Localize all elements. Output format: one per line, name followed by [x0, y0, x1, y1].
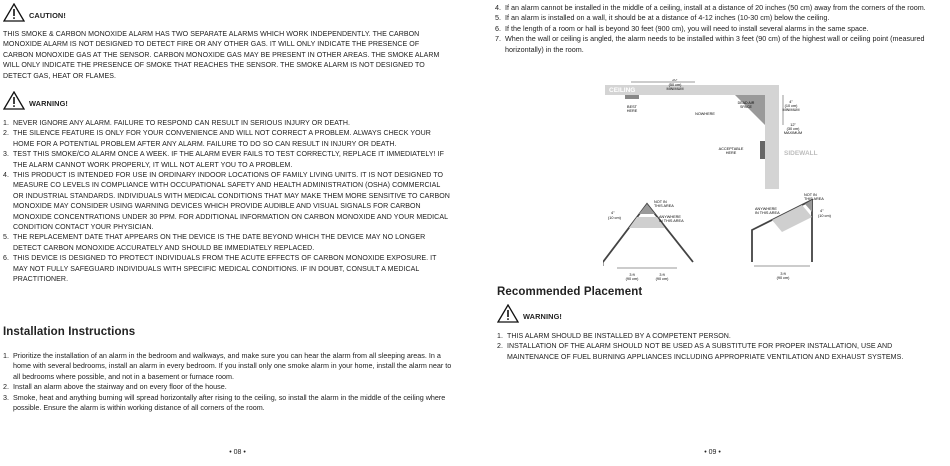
list-item-text: THIS ALARM SHOULD BE INSTALLED BY A COMPETENT PERSON.	[507, 333, 731, 340]
caution-text: THIS SMOKE & CARBON MONOXIDE ALARM HAS TWO SEPARATE ALARMS WHICH WORK INDEPENDENTLY. THE CARBON MONOXIDE ALARM IS NOT DESIGNED TO DETECT FIRE OR ANY OTHER GAS. IT WILL ONLY INDICATE THE PRESENCE OF CARBON MONOXIDE GAS AT THE SENSOR. CARBON MONOXIDE GAS MAY BE PRESENT IN OTHER AREAS. THE SMOKE ALARM WILL ONLY INDICATE THE PRESENCE OF SMOKE THAT REACHES THE SENSOR. THE SMOKE ALARM IS NOT DESIGNED TO DETECT GAS, HEAT OR FLAMES.	[3, 31, 440, 80]
list-item-number: 2.	[3, 130, 9, 138]
list-item-number: 5.	[3, 234, 9, 242]
list-item	[495, 34, 945, 55]
list-item	[3, 233, 451, 254]
installation-title: Installation Instructions	[3, 326, 136, 338]
dim-left-cm: (10 cm)	[608, 216, 621, 220]
acceptable-label: ACCEPTABLE	[718, 147, 744, 151]
list-item	[3, 171, 451, 233]
dim-left-value: 4"	[611, 211, 615, 215]
three-ft-b: 3 ft	[659, 273, 665, 277]
list-item	[3, 150, 451, 171]
list-item	[497, 342, 945, 363]
list-item	[495, 24, 945, 34]
nowhere-label: NOWHERE	[695, 112, 715, 116]
recommended-title: Recommended Placement	[497, 286, 643, 298]
list-item-text: When the wall or ceiling is angled, the alarm needs to be installed within 3 feet (90 cm) of the highest wall or ceiling point (measured horizontally) in the room.	[505, 34, 925, 54]
list-item	[3, 254, 451, 285]
list-item-text: THIS PRODUCT IS INTENDED FOR USE IN ORDINARY INDOOR LOCATIONS OF FAMILY LIVING UNITS. IT IS NOT DESIGNED TO MEASURE CO LEVELS IN COMPLIANCE WITH OCCUPATIONAL SAFETY AND HEALTH ADMINISTRATION (OSHA) COMMERCIAL OR INDUSTRIAL STANDARDS. INDIVIDUALS WITH MEDICAL CONDITIONS THAT MAY MAKE THEM MORE SENSITIVE TO CARBON MONOXIDE MAY CONSIDER USING WARNING DEVICES WHICH PROVIDE AUDIBLE AND VISUAL SIGNALS FOR CARBON MONOXIDE CONCENTRATIONS UNDER 30 PPM. FOR ADDITIONAL INFORMATION ON CARBON MONOXIDE AND YOUR MEDICAL CONDITION CONTACT YOUR PHYSICIAN.	[13, 172, 450, 232]
list-item	[497, 332, 945, 342]
three-ft-a: 3 ft	[629, 273, 635, 277]
page-09	[475, 0, 950, 466]
three-ft: 3 ft	[780, 272, 786, 276]
page-number: • 08 •	[229, 449, 246, 456]
list-item-number: 1.	[3, 120, 9, 127]
sloped-ceiling-diagram	[750, 186, 850, 284]
dim-right-cm: (10 cm)	[818, 214, 831, 218]
placement-list	[495, 3, 945, 55]
list-item	[3, 382, 453, 392]
list-item-text: THIS DEVICE IS DESIGNED TO PROTECT INDIVIDUALS FROM THE ACUTE EFFECTS OF CARBON MONOXIDE EXPOSURE. IT MAY NOT FULLY SAFEGUARD INDIVIDUALS WITH SPECIFIC MEDICAL CONDITIONS. IF IN DOUBT, CONSULT A MEDICAL PRACTITIONER.	[13, 255, 437, 284]
three-ft-cm: (90 cm)	[776, 276, 790, 280]
warning-triangle-icon	[3, 3, 25, 22]
right-dim2-value: 12"	[790, 123, 796, 127]
best-here-label: BEST	[627, 105, 637, 109]
not-in-label: NOT IN	[654, 200, 667, 204]
three-ft-b-cm: (90 cm)	[655, 277, 669, 281]
list-item	[3, 119, 451, 129]
wall-alarm	[760, 141, 765, 159]
this-area-label: THIS AREA	[654, 204, 674, 208]
warning-triangle-icon	[3, 91, 25, 110]
list-item-number: 7.	[495, 34, 501, 44]
list-item-number: 1.	[497, 333, 503, 340]
list-item	[495, 3, 945, 13]
list-item-number: 4.	[3, 172, 9, 180]
list-item-text: NEVER IGNORE ANY ALARM. FAILURE TO RESPOND CAN RESULT IN SERIOUS INJURY OR DEATH.	[13, 120, 351, 127]
anywhere-label: ANYWHERE	[755, 207, 777, 211]
list-item-number: 1.	[3, 351, 9, 360]
page-number: • 09 •	[704, 449, 721, 456]
warning-list	[3, 119, 451, 286]
anywhere-label: ANYWHERE	[659, 215, 681, 219]
list-item-text: Smoke, heat and anything burning will spread horizontally after rising to the ceiling, so install the alarm in the middle of the ceiling where possible. Ensure the alarm is within working distance of all corners of the room.	[13, 392, 446, 413]
ceiling-label: CEILING	[609, 87, 636, 94]
ceiling-alarm	[625, 95, 639, 99]
list-item-number: 2.	[3, 382, 9, 392]
not-in-area	[639, 204, 655, 214]
top-dim-value: 20"	[672, 79, 678, 82]
recommended-list	[497, 332, 945, 363]
acceptable-label-2: HERE	[725, 151, 737, 155]
list-item	[3, 129, 451, 150]
list-item-number: 5.	[495, 13, 501, 23]
list-item-text: THE SILENCE FEATURE IS ONLY FOR YOUR CONVENIENCE AND WILL NOT CORRECT A PROBLEM. ALWAYS CHECK YOUR HOME FOR A POTENTIAL PROBLEM AFTER ANY ALARM. FAILURE TO DO SO CAN RESULT IN INJURY OR DEATH.	[13, 130, 431, 148]
top-dim-cm: (50 cm)	[668, 83, 682, 87]
list-item-number: 3.	[3, 151, 9, 159]
top-dim-min: MINIMUM	[666, 87, 684, 91]
sidewall-label: SIDEWALL	[784, 150, 818, 157]
ceiling-sidewall-diagram	[605, 79, 835, 189]
this-area-label: THIS AREA	[804, 197, 824, 201]
dead-air-space	[735, 95, 765, 125]
list-item-text: If an alarm is installed on a wall, it should be at a distance of 4-12 inches (10-30 cm) below the ceiling.	[505, 13, 830, 23]
right-dim1-min: MINIMUM	[782, 108, 800, 112]
list-item-number: 3.	[3, 392, 9, 402]
list-item-text: Prioritize the installation of an alarm in the bedroom and walkways, and make sure you can hear the alarm from all sleeping areas. In a home with several bedrooms, install an alarm in every bedroom. If you install only one smoke alarm in your home, install the alarm near to all bedrooms where possible, and not in a basement or furnace room.	[13, 351, 452, 381]
list-item	[3, 393, 453, 414]
list-item-text: If the length of a room or hall is beyond 30 feet (900 cm), you will need to install several alarms in the same space.	[505, 23, 869, 33]
dead-air-label: DEAD AIR	[737, 101, 755, 105]
right-dim1-value: 4"	[789, 100, 793, 104]
list-item-text: If an alarm cannot be installed in the middle of a ceiling, install at a distance of 20 inches (50 cm) away from the corners of the room.	[505, 3, 926, 12]
recommended-warning-label: WARNING!	[523, 312, 562, 321]
list-item-text: Install an alarm above the stairway and on every floor of the house.	[13, 382, 227, 392]
dead-air-label-2: SPACE	[740, 105, 752, 109]
in-this-area-label: IN THIS AREA	[659, 219, 684, 223]
right-dim2-cm: (30 cm)	[786, 127, 800, 131]
list-item	[495, 13, 945, 23]
list-item-number: 2.	[497, 343, 503, 351]
list-item-text: INSTALLATION OF THE ALARM SHOULD NOT BE USED AS A SUBSTITUTE FOR PROPER INSTALLATION, USE AND MAINTENANCE OF FUEL BURNING APPLIANCES INCLUDING APPROPRIATE VENTILATION AND EXHAUST SYSTEMS.	[507, 343, 904, 361]
list-item-number: 6.	[495, 23, 501, 33]
right-dim1-cm: (10 cm)	[784, 104, 798, 108]
not-in-label: NOT IN	[804, 193, 817, 197]
caution-label: CAUTION!	[29, 11, 66, 20]
dim-right-value: 4"	[820, 209, 824, 213]
list-item	[3, 351, 453, 382]
recommended-warning-heading	[497, 304, 562, 323]
peaked-ceiling-diagram	[603, 192, 723, 284]
list-item-text: TEST THIS SMOKE/CO ALARM ONCE A WEEK. IF THE ALARM EVER FAILS TO TEST CORRECTLY, REPLACE IT IMMEDIATELY! IF THE ALARM CANNOT WORK PROPERLY, IT WILL NOT ALERT YOU TO A PROBLEM.	[13, 151, 445, 169]
list-item-number: 4.	[495, 3, 501, 12]
three-ft-a-cm: (90 cm)	[625, 277, 639, 281]
list-item-number: 6.	[3, 255, 9, 263]
in-this-area-label: IN THIS AREA	[755, 211, 780, 215]
installation-list	[3, 351, 453, 413]
caution-heading	[3, 3, 66, 22]
warning-triangle-icon	[497, 304, 519, 323]
warning-label: WARNING!	[29, 99, 68, 108]
right-dim2-max: MAXIMUM	[783, 131, 803, 135]
warning-heading	[3, 91, 68, 110]
sidewall-band	[765, 85, 779, 189]
list-item-text: THE REPLACEMENT DATE THAT APPEARS ON THE DEVICE IS THE DATE BEYOND WHICH THE DEVICE MAY NO LONGER DETECT CARBON MONOXIDE ACCURATELY AND SHOULD BE IMMEDIATELY REPLACED.	[13, 234, 426, 252]
best-here-label-2: HERE	[626, 109, 638, 113]
